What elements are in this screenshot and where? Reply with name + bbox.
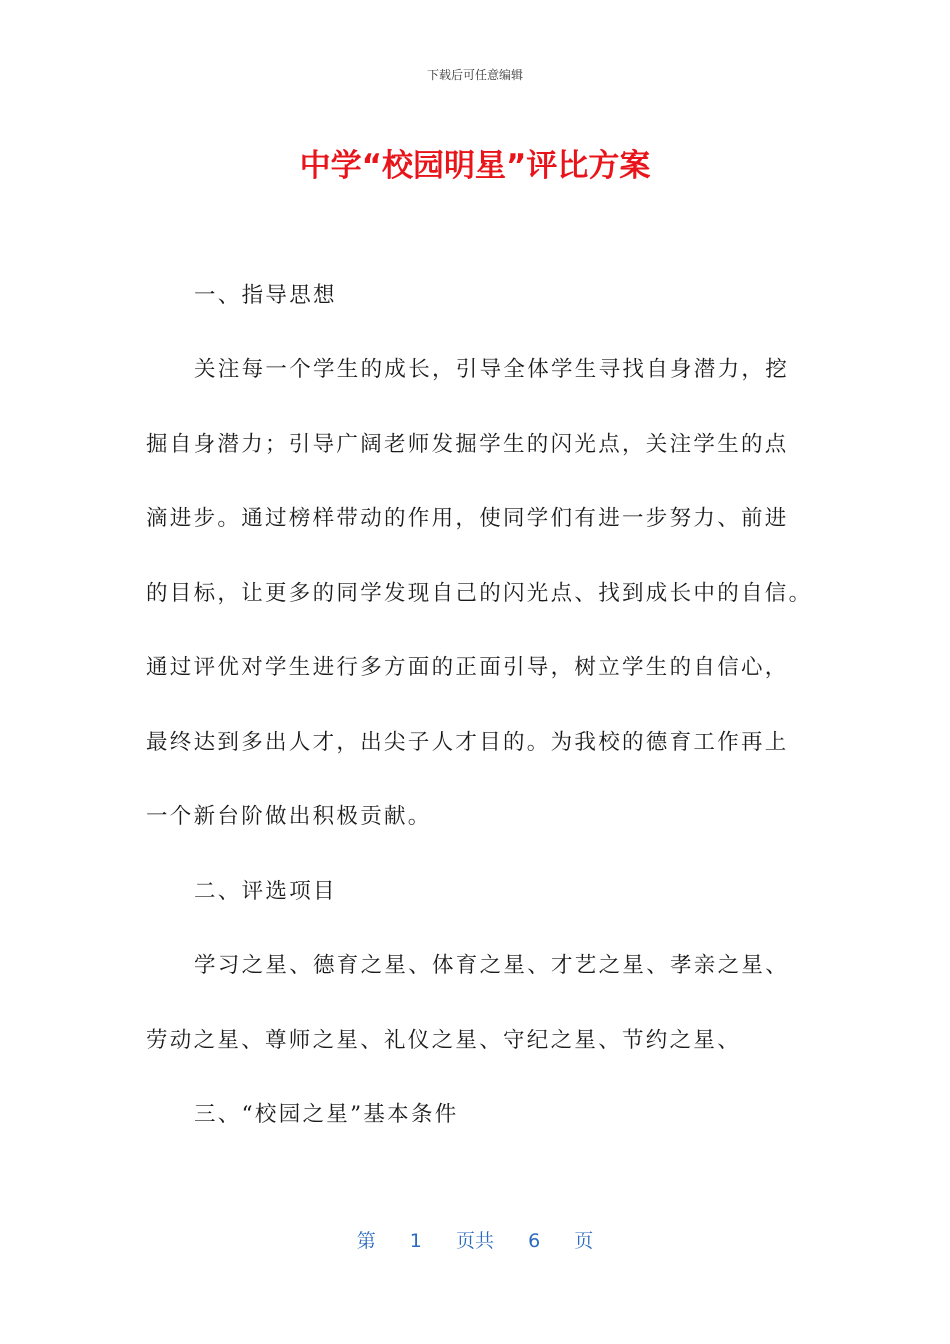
paragraph-line: 劳动之星、尊师之星、礼仪之星、守纪之星、节约之星、 bbox=[146, 1028, 742, 1053]
footer-page-number: 1 bbox=[409, 1230, 422, 1252]
page-footer bbox=[0, 1226, 950, 1253]
footer-middle: 页共 bbox=[455, 1230, 494, 1252]
footer-prefix: 第 bbox=[356, 1230, 376, 1252]
footer-total-pages: 6 bbox=[528, 1230, 541, 1252]
paragraph-line: 掘自身潜力；引导广阔老师发掘学生的闪光点，关注学生的点 bbox=[146, 432, 789, 457]
section-heading-3: 三、“校园之星”基本条件 bbox=[194, 1102, 459, 1127]
paragraph-line: 学习之星、德育之星、体育之星、才艺之星、孝亲之星、 bbox=[194, 953, 790, 978]
footer-suffix: 页 bbox=[574, 1230, 594, 1252]
document-title: 中学“校园明星”评比方案 bbox=[299, 148, 651, 184]
paragraph-line: 一个新台阶做出积极贡献。 bbox=[146, 804, 432, 829]
section-heading-2: 二、评选项目 bbox=[194, 879, 337, 904]
paragraph-line: 关注每一个学生的成长，引导全体学生寻找自身潜力，挖 bbox=[194, 357, 790, 382]
paragraph-line: 的目标，让更多的同学发现自己的闪光点、找到成长中的自信。 bbox=[146, 581, 813, 606]
paragraph-line: 最终达到多出人才，出尖子人才目的。为我校的德育工作再上 bbox=[146, 730, 789, 755]
paragraph-line: 滴进步。通过榜样带动的作用，使同学们有进一步努力、前进 bbox=[146, 506, 789, 531]
header-note: 下载后可任意编辑 bbox=[426, 68, 523, 82]
paragraph-line: 通过评优对学生进行多方面的正面引导，树立学生的自信心， bbox=[146, 655, 789, 680]
section-heading-1: 一、指导思想 bbox=[194, 283, 337, 308]
